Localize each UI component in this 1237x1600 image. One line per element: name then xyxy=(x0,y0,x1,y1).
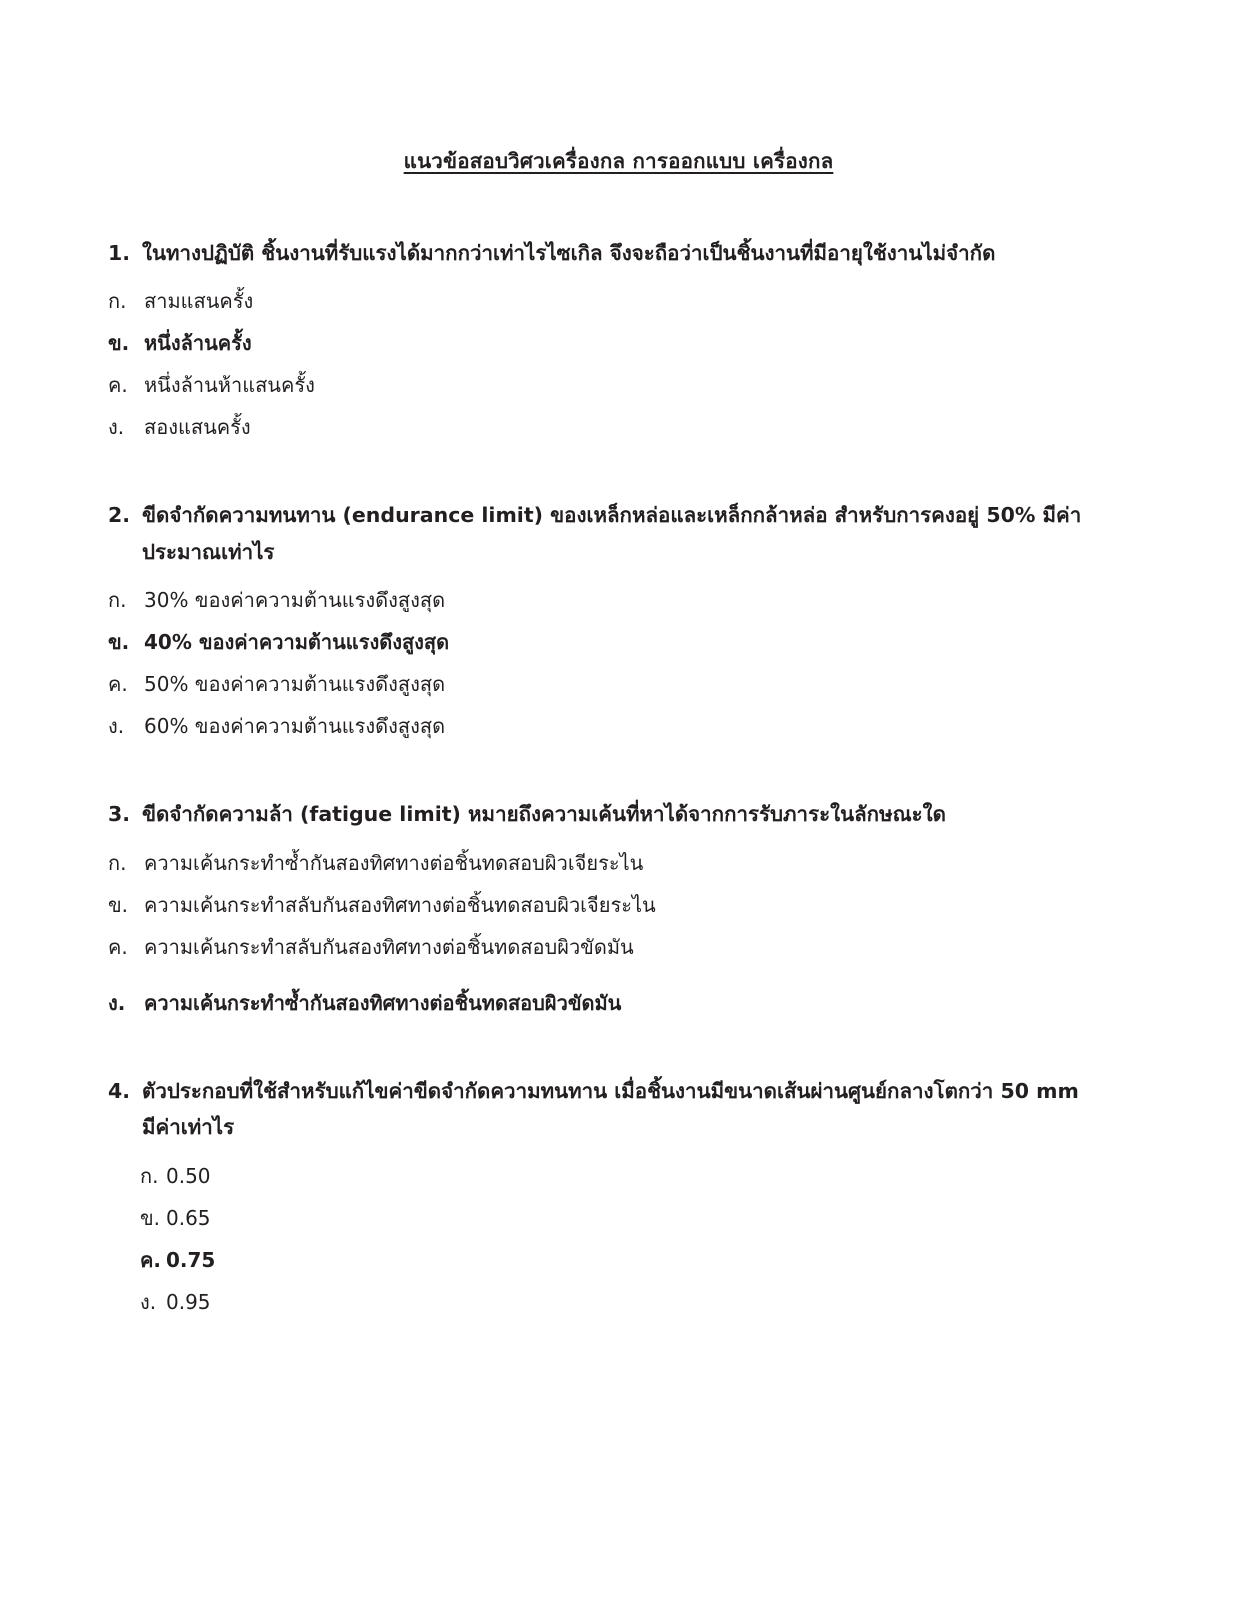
choice-3-c[interactable] xyxy=(0,934,1237,959)
choice-2-a[interactable] xyxy=(0,588,1237,613)
question-3-choices xyxy=(0,850,1237,1015)
question-2-choices xyxy=(0,588,1237,739)
choice-3-c-text: ความเค้นกระทำสลับกันสองทิศทางต่อชิ้นทดสอบผิวขัดมัน xyxy=(144,934,634,959)
question-block-2 xyxy=(0,497,1237,739)
choice-3-b-letter: ข. xyxy=(108,892,129,917)
choice-2-c[interactable] xyxy=(0,672,1237,697)
choice-2-b-letter: ข. xyxy=(108,630,130,655)
choice-1-a-text: สามแสนครั้ง xyxy=(144,289,254,314)
choice-2-d[interactable] xyxy=(0,714,1237,739)
choice-1-a-letter: ก. xyxy=(108,289,127,314)
choice-4-c-text: 0.75 xyxy=(166,1247,216,1272)
choice-3-c-letter: ค. xyxy=(108,934,128,959)
choice-4-a[interactable] xyxy=(0,1163,1237,1188)
choice-4-b-text: 0.65 xyxy=(166,1205,211,1230)
choice-1-c-letter: ค. xyxy=(108,373,128,398)
choice-1-a[interactable] xyxy=(0,289,1237,314)
choice-3-d[interactable] xyxy=(0,990,1237,1015)
question-4-text: ตัวประกอบที่ใช้สำหรับแก้ไขค่าขีดจำกัดความทนทาน เมื่อชิ้นงานมีขนาดเส้นผ่านศูนย์กลางโตกว่า 50 mm มีค่าเท่าไร xyxy=(142,1078,1079,1140)
choice-1-d-text: สองแสนครั้ง xyxy=(144,415,251,440)
question-4-choices xyxy=(0,1163,1237,1314)
choice-4-d-letter: ง. xyxy=(140,1289,157,1314)
choice-2-c-letter: ค. xyxy=(108,672,128,697)
question-1-choices xyxy=(0,289,1237,440)
choice-3-b[interactable] xyxy=(0,892,1237,917)
question-2-row xyxy=(0,497,1237,570)
choice-2-b-text: 40% ของค่าความต้านแรงดึงสูงสุด xyxy=(144,630,450,655)
choice-4-b[interactable] xyxy=(0,1205,1237,1230)
choice-4-c-letter: ค. xyxy=(140,1247,161,1272)
choice-3-d-letter: ง. xyxy=(108,990,126,1015)
question-2-text: ขีดจำกัดความทนทาน (endurance limit) ของเหล็กหล่อและเหล็กกล้าหล่อ สำหรับการคงอยู่ 50% มีค่าประมาณเท่าไร xyxy=(142,503,1082,564)
question-1-row xyxy=(0,235,1237,271)
choice-4-d-text: 0.95 xyxy=(166,1289,211,1314)
choice-1-b-letter: ข. xyxy=(108,331,130,356)
question-3-number: 3. xyxy=(108,802,131,827)
choice-3-b-text: ความเค้นกระทำสลับกันสองทิศทางต่อชิ้นทดสอบผิวเจียระไน xyxy=(144,892,656,917)
choice-2-b[interactable] xyxy=(0,630,1237,655)
choice-1-b-text: หนึ่งล้านครั้ง xyxy=(144,331,252,356)
choice-4-d[interactable] xyxy=(0,1289,1237,1314)
choice-2-c-text: 50% ของค่าความต้านแรงดึงสูงสุด xyxy=(144,672,446,697)
choice-3-d-text: ความเค้นกระทำซ้ำกันสองทิศทางต่อชิ้นทดสอบผิวขัดมัน xyxy=(144,990,622,1015)
question-2-number: 2. xyxy=(108,503,131,528)
choice-2-a-text: 30% ของค่าความต้านแรงดึงสูงสุด xyxy=(144,588,446,613)
question-4-number: 4. xyxy=(108,1078,131,1103)
choice-1-b[interactable] xyxy=(0,331,1237,356)
choice-1-d-letter: ง. xyxy=(108,415,125,440)
choice-4-a-letter: ก. xyxy=(140,1163,159,1188)
question-block-3 xyxy=(0,796,1237,1015)
choice-4-c[interactable] xyxy=(0,1247,1237,1272)
question-3-text: ขีดจำกัดความล้า (fatigue limit) หมายถึงความเค้นที่หาได้จากการรับภาระในลักษณะใด xyxy=(142,802,946,827)
choice-3-a-text: ความเค้นกระทำซ้ำกันสองทิศทางต่อชิ้นทดสอบผิวเจียระไน xyxy=(144,850,644,875)
question-1-text: ในทางปฏิบัติ ชิ้นงานที่รับแรงได้มากกว่าเท่าไรไซเกิล จึงจะถือว่าเป็นชิ้นงานที่มีอายุใช้งานไม่จำกัด xyxy=(142,240,996,265)
choice-4-a-text: 0.50 xyxy=(166,1163,211,1188)
choice-1-d[interactable] xyxy=(0,415,1237,440)
question-3-row xyxy=(0,796,1237,832)
question-1-number: 1. xyxy=(108,240,131,265)
choice-1-c[interactable] xyxy=(0,373,1237,398)
question-4-row xyxy=(0,1073,1237,1146)
question-block-4 xyxy=(0,1073,1237,1312)
choice-2-d-text: 60% ของค่าความต้านแรงดึงสูงสุด xyxy=(144,714,446,739)
page-title-text: แนวข้อสอบวิศวเครื่องกล การออกแบบ เครื่องกล xyxy=(403,149,834,173)
choice-4-b-letter: ข. xyxy=(140,1205,161,1230)
choice-2-a-letter: ก. xyxy=(108,588,127,613)
choice-3-a-letter: ก. xyxy=(108,850,127,875)
choice-2-d-letter: ง. xyxy=(108,714,125,739)
page-title xyxy=(0,0,1237,175)
choice-3-a[interactable] xyxy=(0,850,1237,875)
question-block-1 xyxy=(0,235,1237,440)
choice-1-c-text: หนึ่งล้านห้าแสนครั้ง xyxy=(144,373,315,398)
